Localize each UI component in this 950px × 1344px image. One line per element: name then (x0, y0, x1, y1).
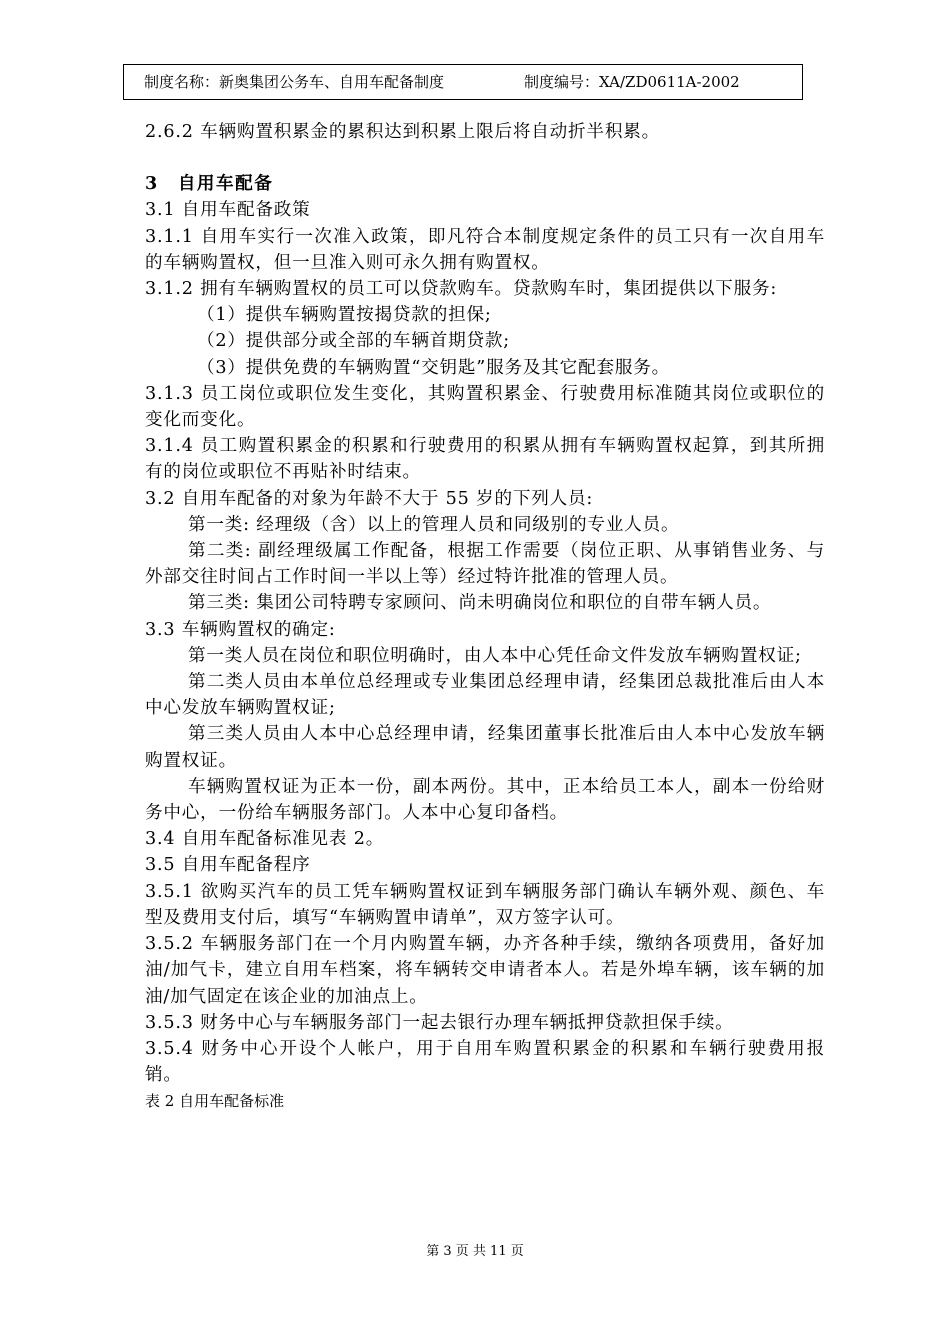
document-body (145, 119, 825, 1115)
paragraph-3-5: 3.5 自用车配备程序 (145, 855, 311, 876)
paragraph-3-3: 3.3 车辆购置权的确定: (145, 619, 336, 640)
list-item-3-1-2-b: （2）提供部分或全部的车辆首期贷款; (197, 331, 511, 352)
paragraph-2-6-2: 2.6.2 车辆购置积累金的累积达到积累上限后将自动折半积累。 (145, 122, 661, 142)
paragraph-3-1: 3.1 自用车配备政策 (145, 200, 311, 221)
paragraph-3-5-4: 3.5.4 财务中心开设个人帐户，用于自用车购置积累金的积累和车辆行驶费用报销。 (145, 1038, 825, 1086)
regulation-name: 制度名称：新奥集团公务车、自用车配备制度 (144, 73, 445, 91)
list-item-3-1-2-c: （3）提供免费的车辆购置“交钥匙”服务及其它配套服务。 (197, 357, 671, 378)
document-header (123, 64, 803, 100)
certificate-copies: 车辆购置权证为正本一份，副本两份。其中，正本给员工本人，副本一份给财务中心，一份给车辆服务部门。人本中心复印备档。 (145, 776, 825, 824)
rule-category-1: 第一类人员在岗位和职位明确时，由人本中心凭任命文件发放车辆购置权证; (188, 645, 802, 666)
rule-category-2: 第二类人员由本单位总经理或专业集团总经理申请，经集团总裁批准后由人本中心发放车辆购置权证; (145, 672, 825, 719)
paragraph-3-1-1: 3.1.1 自用车实行一次准入政策，即凡符合本制度规定条件的员工只有一次自用车的车辆购置权，但一旦准入则可永久拥有购置权。 (145, 226, 825, 273)
table-caption: 表 2 自用车配备标准 (145, 1092, 285, 1111)
paragraph-3-1-4: 3.1.4 员工购置积累金的积累和行驶费用的积累从拥有车辆购置权起算，到其所拥有的岗位或职位不再贴补时结束。 (145, 436, 825, 483)
paragraph-3-1-2: 3.1.2 拥有车辆购置权的员工可以贷款购车。贷款购车时，集团提供以下服务: (145, 279, 778, 300)
list-item-3-1-2-a: （1）提供车辆购置按揭贷款的担保; (197, 305, 492, 326)
category-2: 第二类: 副经理级属工作配备，根据工作需要（岗位正职、从事销售业务、与外部交往时间占工作时间一半以上等）经过特许批准的管理人员。 (145, 541, 825, 588)
section-heading-3: 3 自用车配备 (145, 173, 274, 195)
category-1: 第一类: 经理级（含）以上的管理人员和同级别的专业人员。 (188, 514, 680, 535)
rule-category-3: 第三类人员由人本中心总经理申请，经集团董事长批准后由人本中心发放车辆购置权证。 (145, 724, 825, 771)
category-3: 第三类: 集团公司特聘专家顾问、尚未明确岗位和职位的自带车辆人员。 (188, 593, 772, 614)
paragraph-3-1-3: 3.1.3 员工岗位或职位发生变化，其购置积累金、行驶费用标准随其岗位或职位的变化而变化。 (145, 383, 825, 431)
paragraph-3-2: 3.2 自用车配备的对象为年龄不大于 55 岁的下列人员: (145, 488, 594, 509)
paragraph-3-5-2: 3.5.2 车辆服务部门在一个月内购置车辆，办齐各种手续，缴纳各项费用，备好加油/加气卡，建立自用车档案，将车辆转交申请者本人。若是外埠车辆，该车辆的加油/加气固定在该企业的加油点上。 (145, 934, 825, 1007)
page-number: 第 3 页 共 11 页 (426, 1244, 524, 1259)
paragraph-3-5-1: 3.5.1 欲购买汽车的员工凭车辆购置权证到车辆服务部门确认车辆外观、颜色、车型及费用支付后，填写“车辆购置申请单”，双方签字认可。 (145, 881, 825, 928)
paragraph-3-5-3: 3.5.3 财务中心与车辆服务部门一起去银行办理车辆抵押贷款担保手续。 (145, 1012, 734, 1033)
paragraph-3-4: 3.4 自用车配备标准见表 2。 (145, 829, 385, 850)
regulation-code: 制度编号：XA/ZD0611A-2002 (524, 73, 740, 91)
